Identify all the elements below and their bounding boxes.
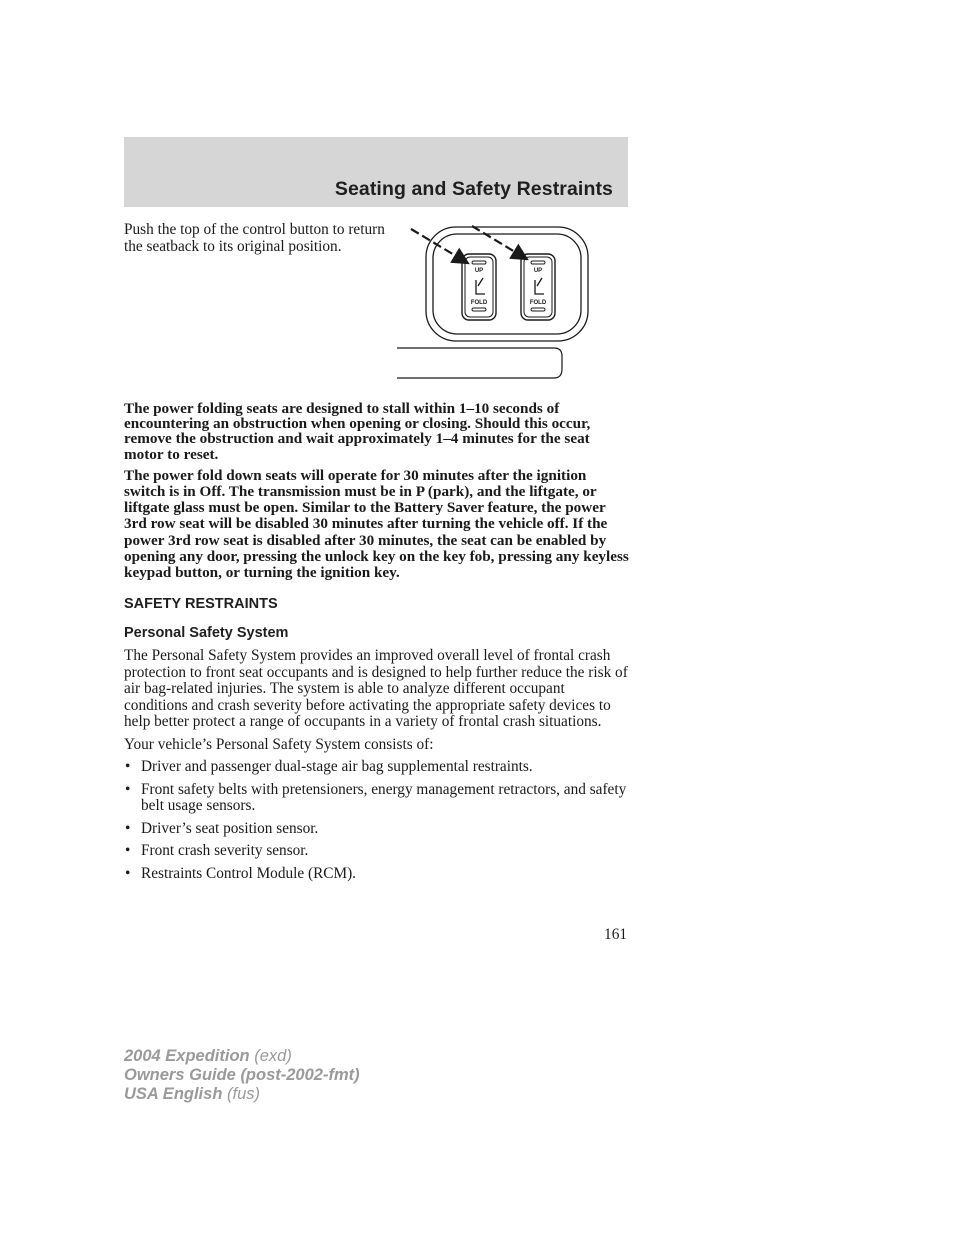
bullet-icon: • [125, 780, 131, 798]
list-item [124, 821, 630, 838]
bullet-icon: • [125, 758, 131, 776]
main-content [124, 401, 630, 888]
footer-line-3: USA English (fus) [124, 1085, 260, 1103]
right-up-label: UP [533, 268, 543, 274]
right-fold-switch [521, 254, 555, 320]
trim-panel-edge [397, 348, 562, 378]
footer-line-2: Owners Guide (post-2002-fmt) [124, 1066, 360, 1084]
list-item [124, 843, 630, 860]
subsection-heading: Personal Safety System [124, 625, 289, 642]
intro-paragraph: Push the top of the control button to return the seatback to its original position. [124, 221, 385, 255]
list-intro: Your vehicle’s Personal Safety System consists of: [124, 735, 434, 753]
list-item-text: Driver and passenger dual-stage air bag supplemental restraints. [141, 758, 533, 776]
list-item-text: Front crash severity sensor. [141, 842, 309, 860]
footer-line-1: 2004 Expedition (exd) [124, 1047, 292, 1065]
section-heading: SAFETY RESTRAINTS [124, 596, 278, 613]
bullet-icon: • [125, 819, 131, 837]
warning-paragraph: The power fold down seats will operate for 30 minutes after the ignition switch is in Off. The transmission must be in P (park), and the liftgate, or liftgate glass must be open. Similar to the Battery Saver feature, the power 3rd row seat will be disabled 30 minutes after turning the vehicle off. If the power 3rd row seat is disabled after 30 minutes, the seat can be enabled by opening any door, pressing the unlock key on the key fob, pressing any keyless keypad button, or turning the ignition key. [124, 466, 629, 582]
right-fold-label: FOLD [529, 300, 547, 306]
list-item-text: Restraints Control Module (RCM). [141, 864, 357, 882]
seat-control-illustration [392, 222, 592, 384]
left-fold-label: FOLD [470, 300, 488, 306]
section-title: Seating and Safety Restraints [334, 178, 613, 200]
arrow-right [472, 226, 525, 258]
bullet-icon: • [125, 842, 131, 860]
left-fold-switch [462, 254, 496, 320]
component-list [124, 759, 630, 882]
warning-paragraph: The power folding seats are designed to stall within 1–10 seconds of encountering an obstruction when opening or closing. Should this occur, remove the obstruction and wait approximately 1–4 minutes for the seat motor to reset. [124, 400, 591, 463]
list-item [124, 759, 630, 776]
seat-icon [535, 278, 544, 294]
list-item-text: Driver’s seat position sensor. [141, 819, 319, 837]
left-up-label: UP [474, 268, 484, 274]
control-panel-inner [433, 234, 581, 334]
control-panel-outer [426, 227, 588, 341]
list-item [124, 782, 630, 816]
seat-icon [476, 278, 485, 294]
bullet-icon: • [125, 864, 131, 882]
list-item-text: Front safety belts with pretensioners, energy management retractors, and safety belt usage sensors. [141, 780, 627, 815]
page-number: 161 [604, 926, 627, 943]
list-item [124, 866, 630, 883]
document-footer [124, 1047, 360, 1104]
section-header-band [124, 137, 628, 207]
body-paragraph: The Personal Safety System provides an improved overall level of frontal crash protection to front seat occupants and is designed to help further reduce the risk of air bag-related injuries. The system is able to analyze different occupant conditions and crash severity before activating the appropriate safety devices to help better protect a range of occupants in a variety of frontal crash situations. [124, 647, 628, 731]
